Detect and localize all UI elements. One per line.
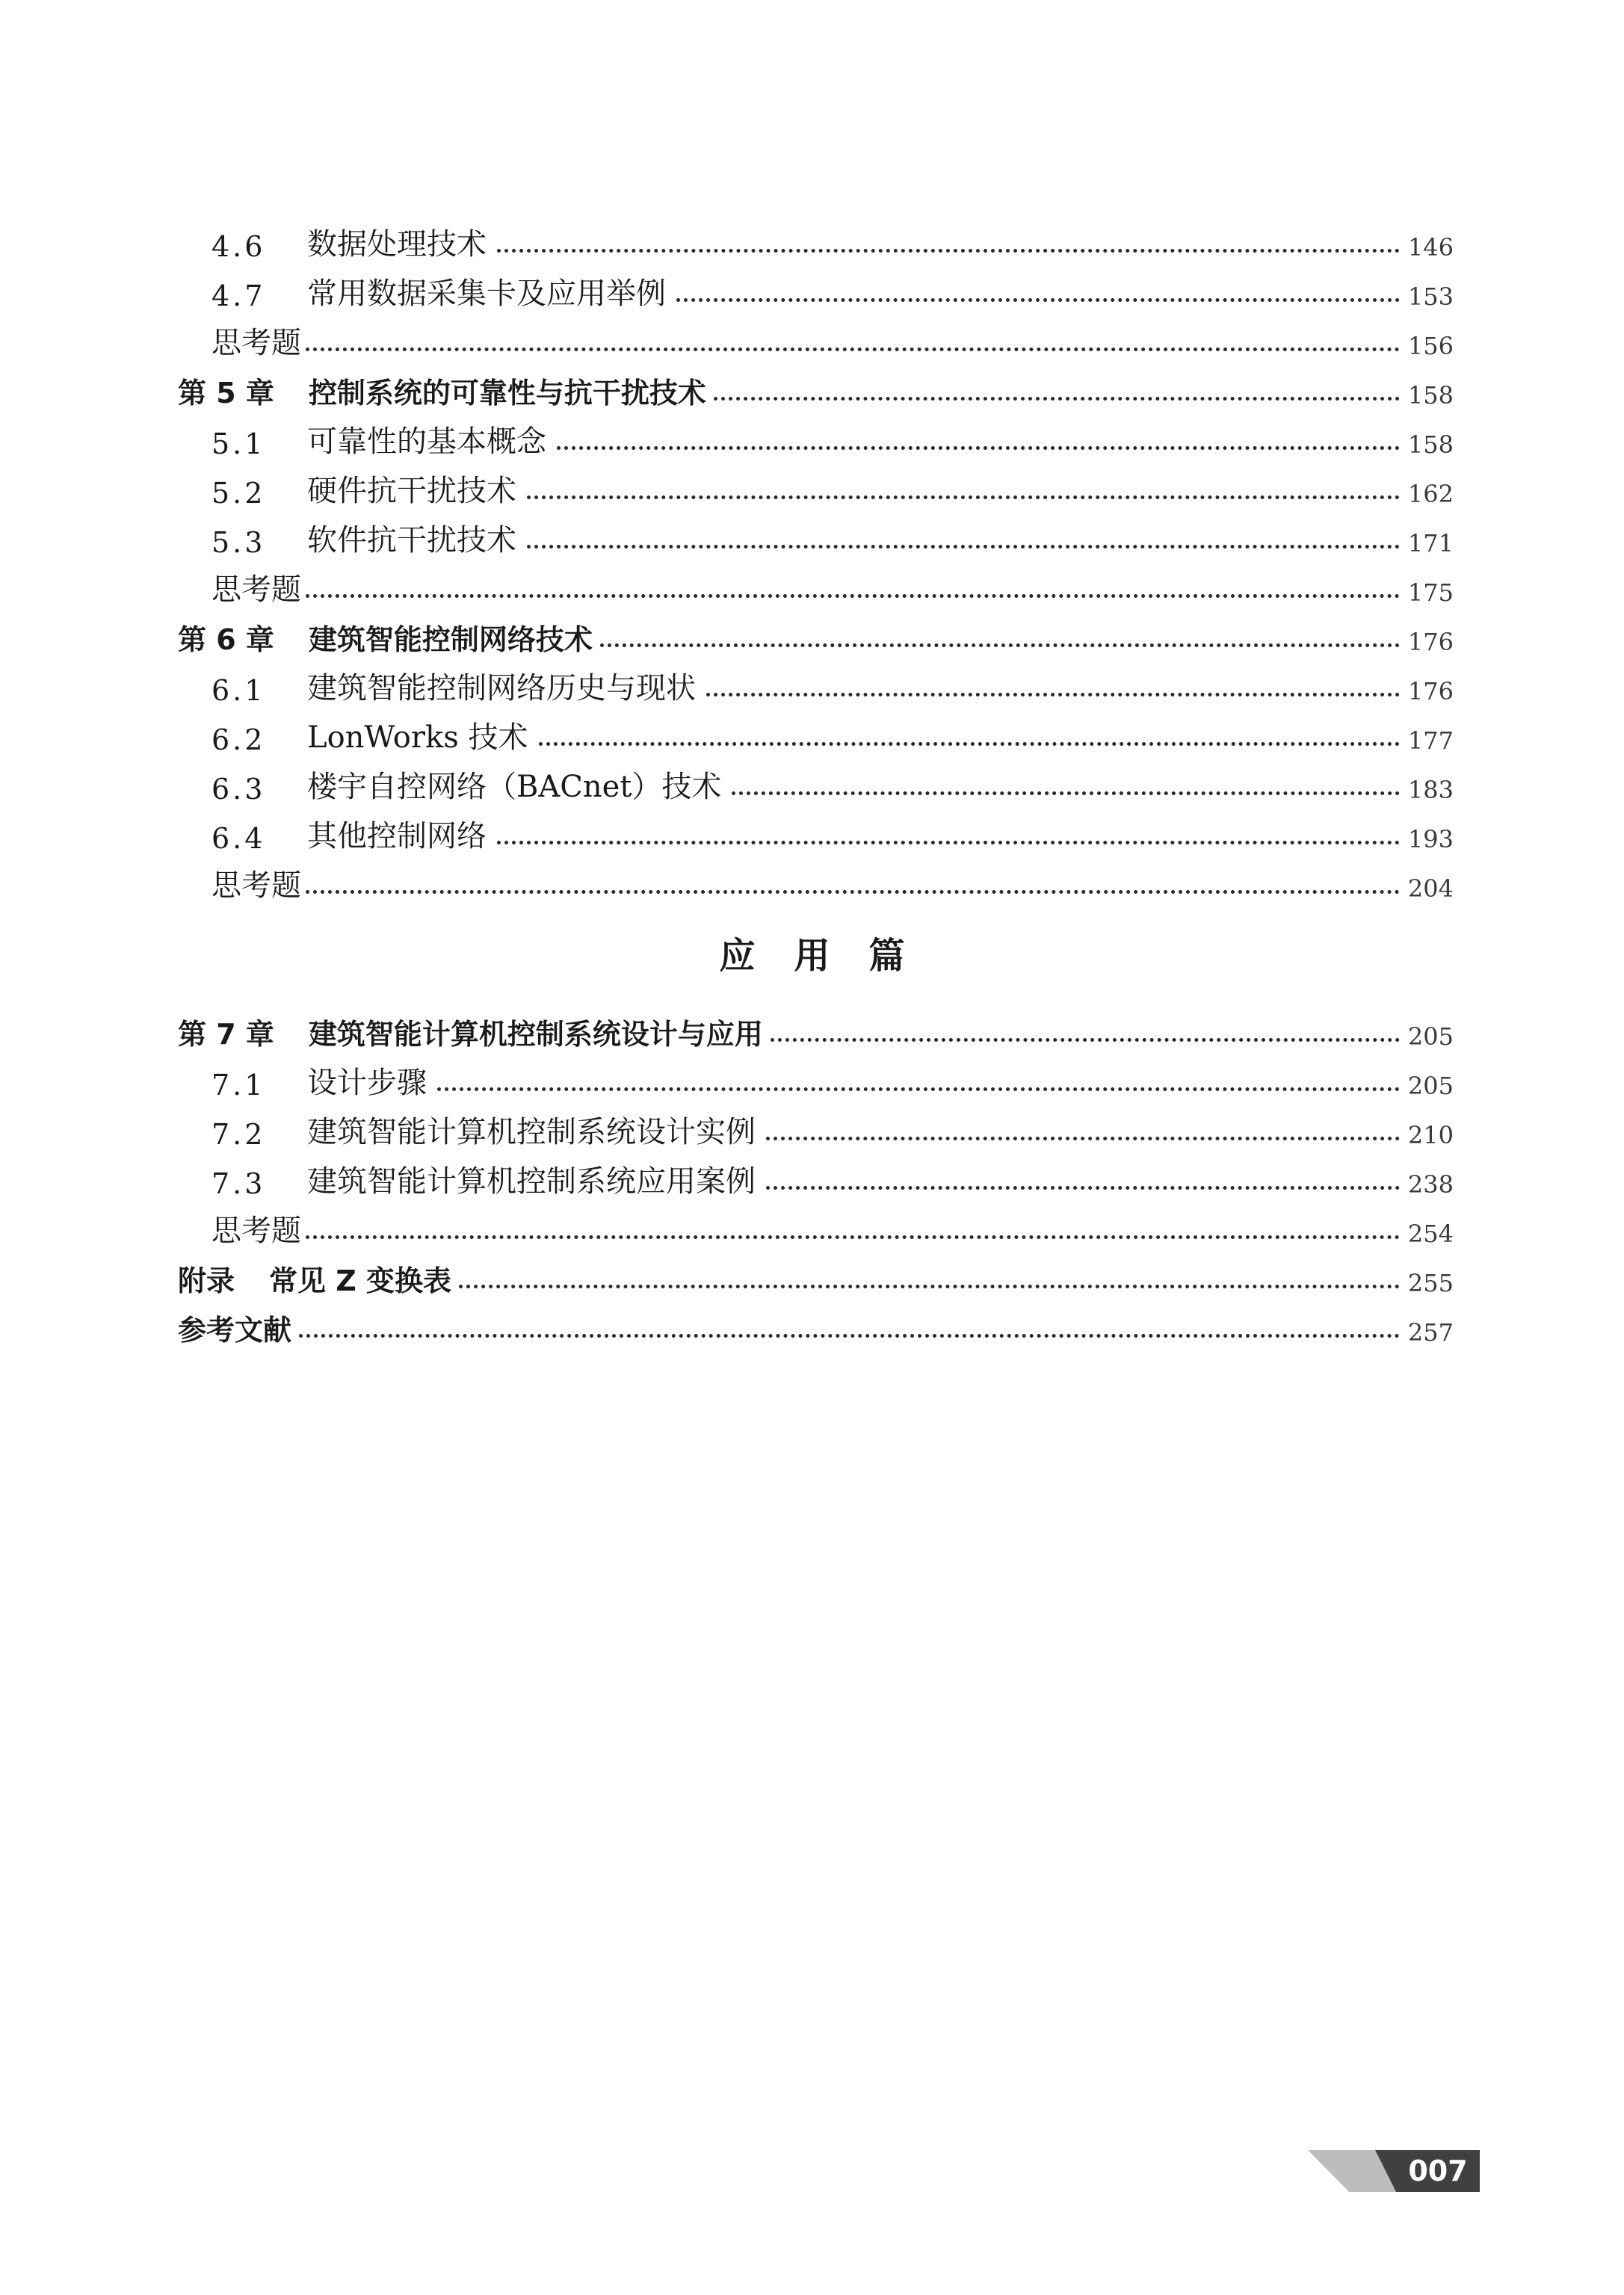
toc-chapter-row[interactable]: [0, 1299, 1624, 1348]
toc-page-number: 176: [1407, 628, 1454, 656]
toc-page-number: 205: [1407, 1072, 1454, 1100]
toc-page-number: 193: [1407, 825, 1454, 853]
toc-entry-title: 数据处理技术: [307, 227, 487, 262]
toc-entry-number: 5.3: [212, 526, 266, 559]
toc-section-row[interactable]: [0, 707, 1624, 756]
toc-page-number: 175: [1407, 578, 1454, 607]
toc-entry-title: 楼宇自控网络（BACnet）技术: [307, 770, 722, 804]
dot-leader: [706, 693, 1400, 696]
toc-entry-number: 6.2: [212, 723, 266, 756]
dot-leader: [306, 890, 1400, 894]
toc-page-number: 205: [1407, 1022, 1454, 1051]
toc-entry-number: 6.4: [212, 822, 266, 855]
toc-page-number: 176: [1407, 677, 1454, 705]
dot-leader: [527, 545, 1400, 549]
toc-entry-title: 可靠性的基本概念: [307, 424, 546, 459]
toc-entry-title: 思考题: [212, 572, 301, 607]
toc-entry-title: 思考题: [212, 326, 301, 360]
toc-entry-number: 第 5 章: [178, 377, 274, 410]
dot-leader: [766, 1186, 1400, 1190]
dot-leader: [676, 298, 1400, 302]
toc-exercise-row[interactable]: [0, 559, 1624, 608]
dot-leader: [539, 742, 1401, 746]
dot-leader: [306, 1235, 1400, 1239]
toc-entry-number: 5.1: [212, 427, 266, 460]
toc-entry-number: 5.2: [212, 477, 266, 510]
toc-entry-number: 7.3: [212, 1167, 266, 1200]
toc-entry-title: 建筑智能计算机控制系统设计与应用: [308, 1018, 763, 1051]
toc-chapter-row[interactable]: [0, 1003, 1624, 1052]
toc-page-number: 257: [1407, 1318, 1454, 1347]
dot-leader: [306, 594, 1400, 598]
toc-entry-title: 建筑智能计算机控制系统设计实例: [307, 1115, 756, 1149]
part-heading: 应用篇: [719, 935, 944, 977]
toc-page-number: 153: [1407, 282, 1454, 311]
toc-entry-number: 第 6 章: [178, 623, 274, 656]
toc-entry-title: 思考题: [212, 868, 301, 903]
dot-leader: [497, 249, 1400, 253]
toc-page-number: 158: [1407, 430, 1454, 459]
toc-entry-number: 7.2: [212, 1118, 266, 1151]
page-number-badge: [1308, 2150, 1480, 2192]
toc-entry-number: 4.7: [212, 279, 266, 312]
toc-section-row[interactable]: [0, 460, 1624, 510]
toc-page-number: 156: [1407, 332, 1454, 360]
dot-leader: [771, 1038, 1400, 1042]
toc-entry-title: 建筑智能控制网络技术: [308, 623, 593, 656]
toc-entry-title: LonWorks 技术: [307, 720, 528, 755]
toc-entry-number: 6.3: [212, 773, 266, 806]
toc-chapter-row[interactable]: [0, 608, 1624, 658]
dot-leader: [497, 841, 1400, 844]
toc-entry-title: 硬件抗干扰技术: [307, 474, 516, 508]
toc-page-number: 254: [1407, 1220, 1454, 1248]
toc-section-row[interactable]: [0, 1102, 1624, 1151]
toc-page-number: 210: [1407, 1121, 1454, 1149]
toc-section-row[interactable]: [0, 756, 1624, 806]
dot-leader: [557, 446, 1400, 450]
dot-leader: [732, 791, 1400, 795]
toc-section-row[interactable]: [0, 1052, 1624, 1102]
toc-entry-title: 控制系统的可靠性与抗干扰技术: [308, 377, 706, 410]
toc-page-number: 238: [1407, 1170, 1454, 1199]
toc-section-row[interactable]: [0, 658, 1624, 707]
toc-exercise-row[interactable]: [0, 1200, 1624, 1250]
toc-page-number: 177: [1407, 726, 1454, 755]
toc-entry-title: 参考文献: [178, 1314, 292, 1347]
toc-entry-title: 设计步骤: [307, 1066, 427, 1100]
toc-page-number: 204: [1407, 874, 1454, 903]
toc-entry-number: 4.6: [212, 230, 266, 263]
toc-section-row[interactable]: [0, 1151, 1624, 1200]
toc-entry-number: 6.1: [212, 674, 266, 707]
dot-leader: [299, 1334, 1400, 1338]
page-number: 007: [1408, 2155, 1468, 2187]
toc-chapter-row[interactable]: [0, 362, 1624, 411]
toc-page-number: 162: [1407, 480, 1454, 508]
toc-entry-title: 建筑智能计算机控制系统应用案例: [307, 1164, 756, 1199]
toc-entry-title: 建筑智能控制网络历史与现状: [307, 671, 696, 705]
toc-entry-number: 附录: [178, 1264, 235, 1297]
toc-page-number: 183: [1407, 776, 1454, 804]
dot-leader: [766, 1137, 1400, 1140]
toc-entry-title: 其他控制网络: [307, 819, 487, 853]
toc-section-row[interactable]: [0, 510, 1624, 559]
dot-leader: [600, 643, 1400, 647]
toc-entry-number: 7.1: [212, 1069, 266, 1102]
dot-leader: [437, 1087, 1400, 1091]
dot-leader: [306, 348, 1400, 351]
toc-entry-title: 思考题: [212, 1214, 301, 1248]
toc-section-row[interactable]: [0, 411, 1624, 460]
dot-leader: [714, 397, 1400, 401]
toc-exercise-row[interactable]: [0, 855, 1624, 904]
toc-page-number: 158: [1407, 381, 1454, 410]
toc-entry-number: 第 7 章: [178, 1018, 274, 1051]
toc-page-number: 171: [1407, 529, 1454, 557]
toc-section-row[interactable]: [0, 214, 1624, 263]
toc-exercise-row[interactable]: [0, 312, 1624, 362]
toc-chapter-row[interactable]: [0, 1250, 1624, 1299]
toc-section-row[interactable]: [0, 806, 1624, 855]
toc-page-number: 255: [1407, 1269, 1454, 1297]
toc-section-row[interactable]: [0, 263, 1624, 312]
dot-leader: [459, 1285, 1400, 1288]
toc-entry-title: 软件抗干扰技术: [307, 523, 516, 557]
toc-entry-title: 常见 Z 变换表: [269, 1264, 452, 1297]
toc-entry-title: 常用数据采集卡及应用举例: [307, 277, 666, 311]
dot-leader: [527, 495, 1400, 499]
toc-page-number: 146: [1407, 233, 1454, 262]
